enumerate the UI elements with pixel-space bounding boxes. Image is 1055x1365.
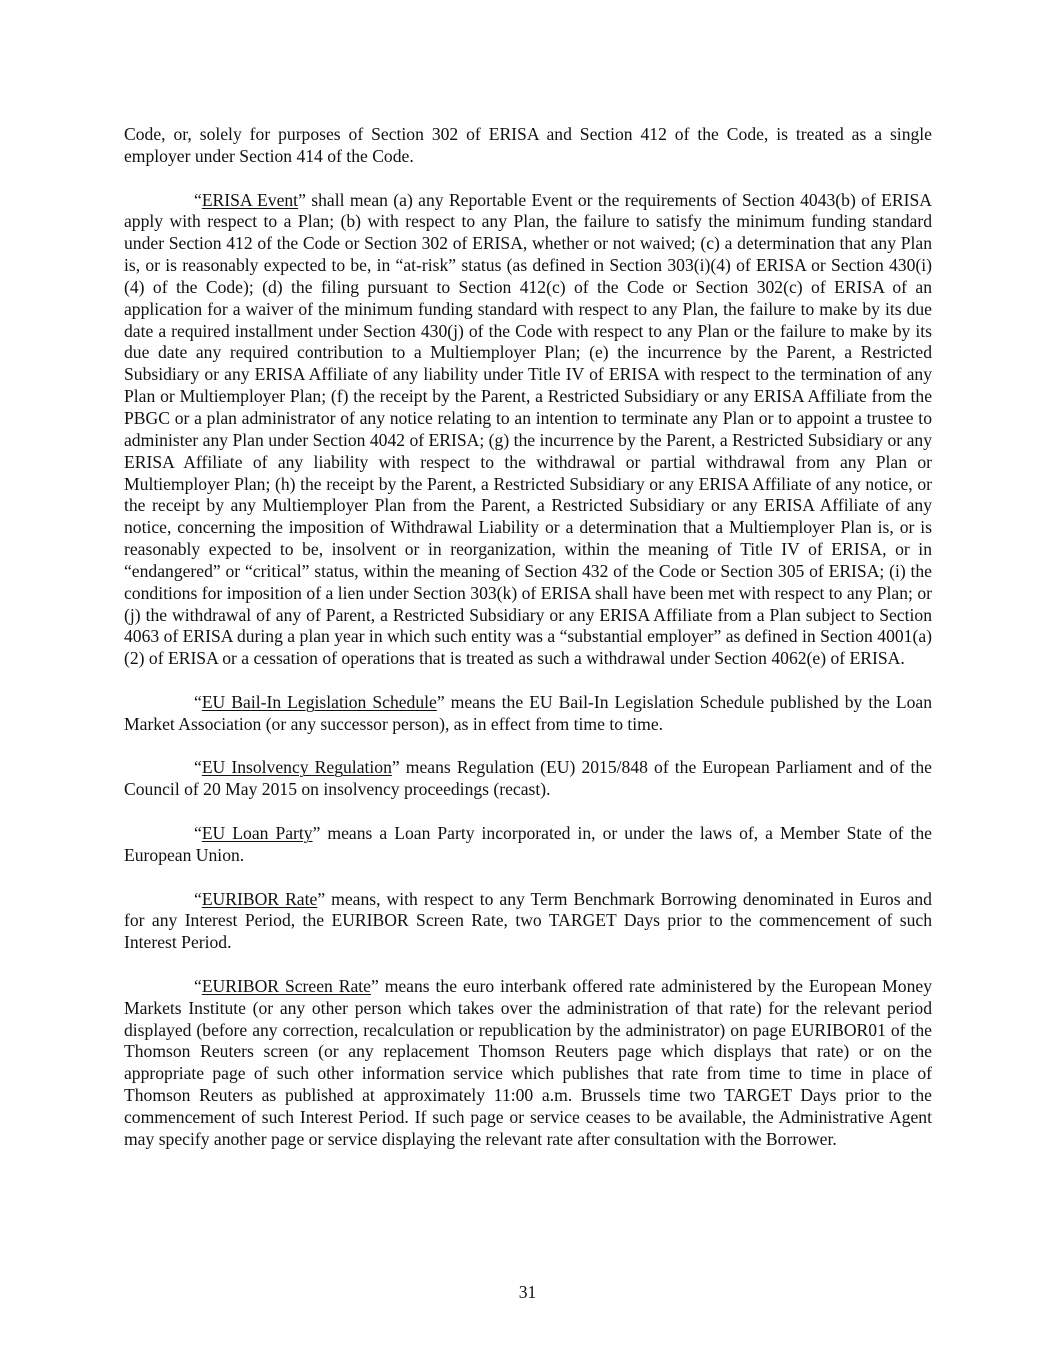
continuation-paragraph: Code, or, solely for purposes of Section 302 of ERISA and Section 412 of the Code, is treated as a single employer under Section 414 of the Code. (124, 124, 932, 166)
open-quote: “ (194, 691, 202, 712)
definition-eu-bail-in-legislation-schedule (124, 692, 932, 736)
definition-eu-insolvency-regulation (124, 757, 932, 801)
close-quote: ” (298, 189, 306, 210)
definition-erisa-event (124, 190, 932, 671)
open-quote: “ (194, 975, 202, 996)
definition-body: shall mean (a) any Reportable Event or the requirements of Section 4043(b) of ERISA apply with respect to a Plan; (b) with respect to any Plan, the failure to satisfy the minimum funding standard under Section 412 of the Code or Section 302 of ERISA, whether or not waived; (c) a determination that any Plan is, or is reasonably expected to be, in “at-risk” status (as defined in Section 303(i)(4) of ERISA or Section 430(i)(4) of the Code); (d) the filing pursuant to Section 412(c) of the Code or Section 302(c) of ERISA of an application for a waiver of the minimum funding standard with respect to any Plan, the failure to make by its due date a required installment under Section 430(j) of the Code with respect to any Plan or the failure to make by its due date any required contribution to a Multiemployer Plan; (e) the incurrence by the Parent, a Restricted Subsidiary or any ERISA Affiliate of any liability under Title IV of ERISA with respect to the termination of any Plan or Multiemployer Plan; (f) the receipt by the Parent, a Restricted Subsidiary or any ERISA Affiliate from the PBGC or a plan administrator of any notice relating to an intention to terminate any Plan or to appoint a trustee to administer any Plan under Section 4042 of ERISA; (g) the incurrence by the Parent, a Restricted Subsidiary or any ERISA Affiliate of any liability with respect to the withdrawal or partial withdrawal from any Plan or Multiemployer Plan; (h) the receipt by the Parent, a Restricted Subsidiary or any ERISA Affiliate of any notice, or the receipt by any Multiemployer Plan from the Parent, a Restricted Subsidiary or any ERISA Affiliate of any notice, concerning the imposition of Withdrawal Liability or a determination that a Multiemployer Plan is, or is reasonably expected to be, insolvent or in reorganization, within the meaning of Title IV of ERISA, or in “endangered” or “critical” status, within the meaning of Section 432 of the Code or Section 305 of ERISA; (i) the conditions for imposition of a lien under Section 303(k) of ERISA shall have been met with respect to any Plan; or (j) the withdrawal of any of Parent, a Restricted Subsidiary or any ERISA Affiliate from a Plan subject to Section 4063 of ERISA during a plan year in which such entity was a “substantial employer” as defined in Section 4001(a)(2) of ERISA or a cessation of operations that is treated as such a withdrawal under Section 4062(e) of ERISA. (124, 189, 933, 669)
definition-body: means the euro interbank offered rate administered by the European Money Markets Institute (or any other person which takes over the administration of that rate) for the relevant period displayed (before any correction, recalculation or republication by the administrator) on page EURIBOR01 of the Thomson Reuters screen (or any replacement Thomson Reuters page which displays that rate) or on the appropriate page of such other information service which publishes that rate from time to time in place of Thomson Reuters as published at approximately 11:00 a.m. Brussels time two TARGET Days prior to the commencement of such Interest Period. If such page or service ceases to be available, the Administrative Agent may specify another page or service displaying the relevant rate after consultation with the Borrower. (124, 975, 932, 1149)
definition-body: means, with respect to any Term Benchmark Borrowing denominated in Euros and for any Interest Period, the EURIBOR Screen Rate, two TARGET Days prior to the commencement of such Interest Period. (124, 888, 932, 953)
close-quote: ” (391, 757, 400, 778)
open-quote: “ (194, 189, 202, 210)
document-page (124, 124, 932, 1173)
definition-body: means Regulation (EU) 2015/848 of the European Parliament and of the Council of 20 May 2015 on insolvency proceedings (recast). (124, 757, 932, 800)
defined-term: ERISA Event (201, 189, 299, 210)
page-number: 31 (518, 1282, 537, 1302)
close-quote: ” (370, 975, 379, 996)
open-quote: “ (194, 823, 202, 843)
defined-term: EU Loan Party (201, 823, 313, 843)
close-quote: ” (317, 888, 326, 909)
defined-term: EU Bail-In Legislation Schedule (201, 691, 437, 712)
definition-body: means the EU Bail-In Legislation Schedule published by the Loan Market Association (or any successor person), as in effect from time to time. (124, 691, 932, 734)
defined-term: EURIBOR Rate (201, 888, 318, 909)
definition-euribor-rate (124, 889, 932, 955)
definition-eu-loan-party (124, 823, 932, 867)
open-quote: “ (194, 888, 202, 909)
close-quote: ” (436, 691, 445, 712)
definition-body: means a Loan Party incorporated in, or under the laws of, a Member State of the European Union. (124, 823, 932, 865)
defined-term: EU Insolvency Regulation (201, 757, 392, 778)
definition-euribor-screen-rate (124, 976, 932, 1151)
close-quote: ” (312, 823, 321, 843)
open-quote: “ (194, 757, 202, 778)
defined-term: EURIBOR Screen Rate (201, 975, 371, 996)
